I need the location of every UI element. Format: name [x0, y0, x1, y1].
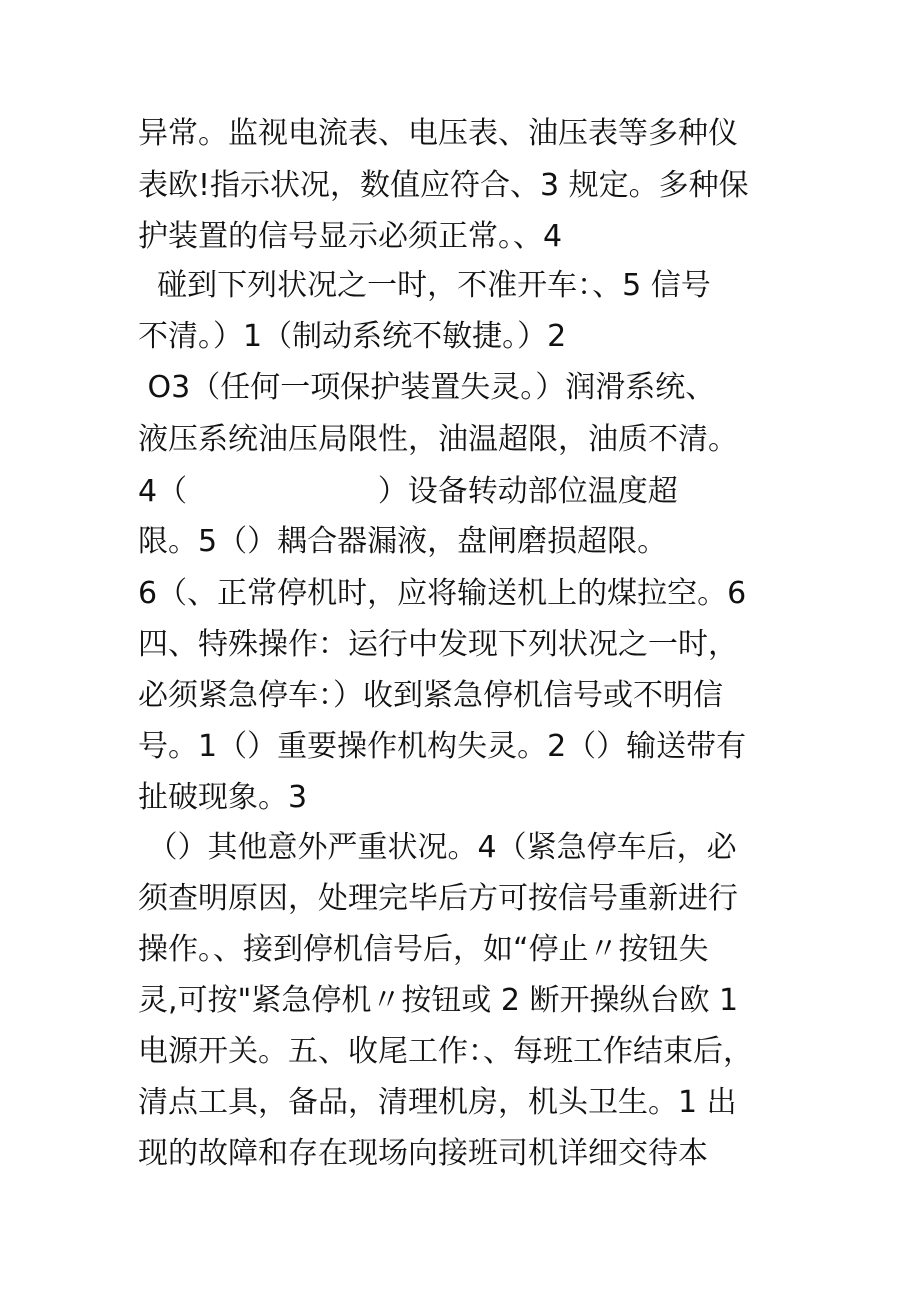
text-line-4: 碰到下列状况之一时，不准开车：、5 信号 — [138, 268, 711, 303]
text-line-16: 须查明原因，处理完毕后方可按信号重新进行 — [138, 881, 738, 916]
text-line-21: 现的故障和存在现场向接班司机详细交待本 — [138, 1136, 708, 1171]
text-line-12: 必须紧急停车：）收到紧急停机信号或不明信 — [138, 678, 723, 713]
text-line-13: 号。1（）重要操作机构失灵。2（）输送带有 — [138, 729, 747, 764]
text-line-1: 异常。监视电流表、电压表、油压表等多种仪 — [138, 116, 738, 151]
text-line-18: 灵,可按"紧急停机〃按钮或 2 断开操纵台欧 1 — [138, 983, 739, 1018]
text-line-2: 表欧!指示状况，数值应符合、3 规定。多种保 — [138, 168, 749, 203]
text-line-20: 清点工具，备品，清理机房，机头卫生。1 出 — [138, 1085, 737, 1120]
text-line-14: 扯破现象。3 — [138, 780, 308, 815]
text-line-15: （）其他意外严重状况。4（紧急停车后，必 — [138, 830, 737, 865]
text-line-3: 护装置的信号显示必须正常。、4 — [138, 219, 563, 254]
text-line-7: 液压系统油压局限性，油温超限，油质不清。 — [138, 422, 738, 457]
text-line-10: 6（、正常停机时，应将输送机上的煤拉空。6 — [138, 576, 747, 611]
text-line-6: O3（任何一项保护装置失灵。）润滑系统、 — [138, 370, 716, 405]
text-line-11: 四、特殊操作：运行中发现下列状况之一时， — [138, 627, 738, 662]
text-line-9: 限。5（）耦合器漏液，盘闸磨损超限。 — [138, 524, 668, 559]
text-line-8: 4（ ）设备转动部位温度超 — [138, 474, 678, 509]
text-line-17: 操作。、接到停机信号后，如“停止〃按钮失 — [138, 932, 709, 967]
text-line-19: 电源开关。五、收尾工作：、每班工作结束后， — [138, 1034, 753, 1069]
text-line-5: 不清。）1（制动系统不敏捷。）2 — [138, 319, 567, 354]
